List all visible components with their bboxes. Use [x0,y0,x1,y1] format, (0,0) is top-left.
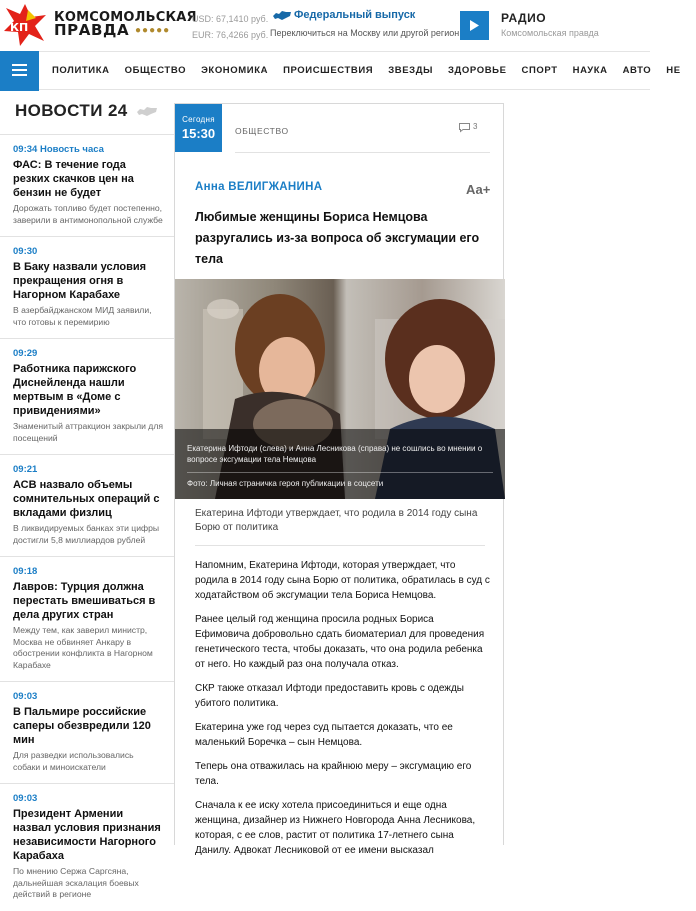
svg-text:КП: КП [10,21,29,34]
news-item[interactable] [0,681,174,783]
russia-map-icon [136,106,158,117]
publish-date-box [175,104,222,152]
news-description: Между тем, как заверил министр, Москва не обвиняет Анкару в обострении конфликта в Нагорном Карабахе [13,625,153,670]
news-title[interactable]: АСВ назвало объемы сомнительных операций с вкладами физлиц [13,479,160,519]
main-nav [0,51,681,90]
news-time: 09:29 [13,348,38,359]
radio-play-button[interactable] [460,11,489,40]
medals-icon: ●●●●● [135,25,171,36]
comments-count: 3 [473,122,478,131]
news-item[interactable] [0,783,174,911]
switch-region-link[interactable]: Переключиться на Москву или другой регион [270,28,460,38]
publish-time: 15:30 [181,126,216,141]
nav-item-stars[interactable]: ЗВЕЗДЫ [388,65,433,76]
comments-link[interactable] [473,122,477,131]
news-description: В ликвидируемых банках эти цифры достигли 5,8 миллиардов рублей [13,523,160,545]
article-headline: Любимые женщины Бориса Немцова разругались из-за вопроса об эксгумации его тела [195,210,480,266]
nav-item-health[interactable]: ЗДОРОВЬЕ [448,65,507,76]
news-title[interactable]: ФАС: В течение года резких скачков цен на бензин не будет [13,159,134,199]
nav-items [52,52,696,89]
nav-item-economy[interactable]: ЭКОНОМИКА [201,65,269,76]
news-item[interactable] [0,236,174,338]
article-rubric[interactable]: ОБЩЕСТВО [235,126,289,136]
article-paragraph: Напомним, Екатерина Ифтоди, которая утверждает, что родила в 2014 году сына Борю от политика, обратилась в суд с ходатайством об эксгумации тела Бориса Немцова. [195,560,490,601]
menu-button[interactable] [0,51,39,91]
news-description: Дорожать топливо будет постепенно, заверили в антимонопольной службе [13,203,163,225]
news-description: В азербайджанском МИД заявили, что готовы к перемирию [13,305,152,327]
news-time: 09:21 [13,464,38,475]
lead-divider [195,545,485,546]
photo-caption-divider [187,472,493,473]
logo-text-line1: КОМСОМОЛЬСКАЯ [54,10,197,25]
article-paragraph: Теперь она отважилась на крайнюю меру – эксгумацию его тела. [195,761,472,787]
usd-rate: USD: 67,1410 руб. [192,14,269,24]
comment-icon [459,123,470,132]
play-icon [470,20,479,31]
news-time-row [13,144,174,156]
article-paragraph: СКР также отказал Ифтоди предоставить кровь с одежды убитого политика. [195,683,464,709]
radio-title[interactable]: РАДИО [501,11,547,25]
news-item[interactable] [0,454,174,556]
news-title[interactable]: Лавров: Турция должна перестать вмешиваться в дела других стран [13,581,156,621]
photo-figures [175,279,505,499]
article [174,103,504,856]
menu-icon-bar [12,69,27,71]
site-header [0,0,650,50]
menu-icon [12,64,27,66]
news-item[interactable] [0,556,174,681]
news-description: Знаменитый аттракцион закрыли для посещений [13,421,163,443]
nav-item-more[interactable]: НЕ [666,65,681,76]
news-tag: Новость часа [39,144,104,155]
news-time: 09:34 [13,144,38,155]
site-logo[interactable] [2,4,197,46]
news-title[interactable]: В Баку назвали условия прекращения огня в Нагорном Карабахе [13,261,147,301]
article-paragraph: Сначала к ее иску хотела присоединиться и еще одна женщина, дизайнер из Нижнего Новгорода Анна Лесникова, которая, с ее слов, растит от политика 17-летнего сына Данилу. Адвокат Лесниковой от ее имени высказал [195,800,476,856]
kp-logo-icon [2,4,48,46]
currency-rates [192,11,268,43]
nav-item-incidents[interactable]: ПРОИСШЕСТВИЯ [283,65,374,76]
news-24-heading[interactable]: НОВОСТИ 24 [15,101,128,120]
federal-edition-label[interactable]: Федеральный выпуск [294,9,416,21]
photo-caption: Екатерина Ифтоди (слева) и Анна Лесникова (справа) не сошлись во мнении о вопросе эксгумации тела Немцова [187,444,483,464]
news-item[interactable] [0,135,174,236]
news-time: 09:30 [13,246,38,257]
news-description: По мнению Сержа Саргсяна, дальнейшая эскалация боевых действий в регионе [13,866,139,899]
news-time: 09:18 [13,566,38,577]
radio-subtitle: Комсомольская правда [501,28,599,38]
article-body [195,558,491,867]
article-author[interactable]: Анна ВЕЛИГЖАНИНА [195,181,323,193]
news-list [13,135,163,911]
news-title[interactable]: В Пальмире российские саперы обезвредили 120 мин [13,706,151,746]
nav-item-society[interactable]: ОБЩЕСТВО [124,65,187,76]
article-paragraph: Екатерина уже год через суд пытается доказать, что ее маленький Боречка – сын Немцова. [195,722,453,748]
eur-rate: EUR: 76,4266 руб. [192,30,269,40]
article-photo[interactable] [175,279,505,499]
article-paragraph: Ранее целый год женщина просила родных Бориса Ефимовича добровольно сдать биоматериал для проведения генетического теста, чтобы доказать, что она родила ребенка от него. Но каждый раз она получала отказ. [195,614,485,670]
news-time: 09:03 [13,793,38,804]
news-time: 09:03 [13,691,38,702]
news-item[interactable] [0,338,174,454]
nav-item-sport[interactable]: СПОРТ [521,65,558,76]
font-size-button[interactable]: Аа+ [466,182,491,197]
news-description: Для разведки использовались собаки и миноискатели [13,750,134,772]
logo-text-line2: ПРАВДА [54,21,130,39]
news-title[interactable]: Президент Армении назвал условия признания независимости Нагорного Карабаха [13,808,161,862]
nav-item-science[interactable]: НАУКА [572,65,608,76]
news-title[interactable]: Работника парижского Диснейленда нашли мертвым в «Доме с привидениями» [13,363,137,417]
russia-map-icon [272,10,292,21]
article-divider [235,152,490,153]
nav-item-politics[interactable]: ПОЛИТИКА [52,65,110,76]
photo-credit: Фото: Личная страничка героя публикации в соцсети [187,479,384,488]
publish-day: Сегодня [182,115,215,124]
news-24-column [0,90,174,899]
nav-item-auto[interactable]: АВТО [622,65,652,76]
menu-icon-bar [12,74,27,76]
article-lead: Екатерина Ифтоди утверждает, что родила в 2014 году сына Борю от политика [195,508,478,533]
